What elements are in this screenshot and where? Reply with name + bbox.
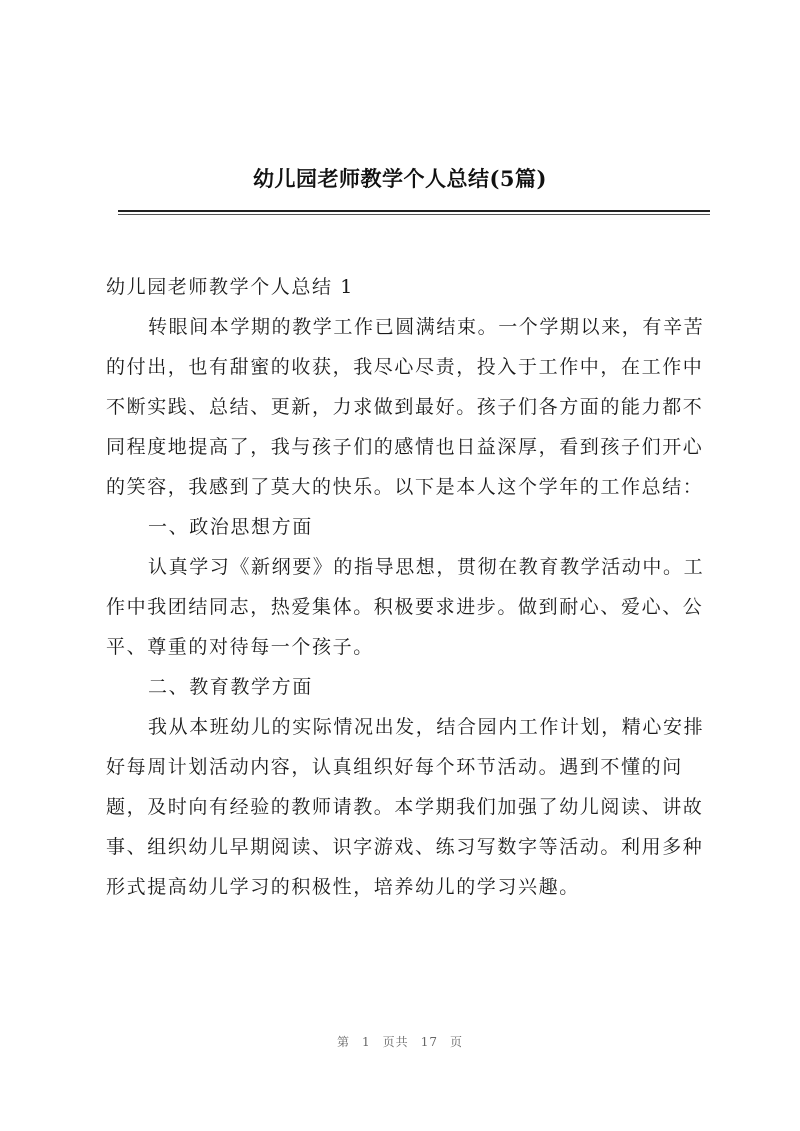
footer-suffix: 页 <box>449 1035 463 1049</box>
heading-teaching: 二、教育教学方面 <box>148 676 313 698</box>
footer-total-pages: 17 <box>420 1035 438 1049</box>
paragraph-intro: 转眼间本学期的教学工作已圆满结束。一个学期以来，有辛苦的付出，也有甜蜜的收获，我尽心尽责，投入于工作中，在工作中不断实践、总结、更新，力求做到最好。孩子们各方面的能力都不同程度地提高了，我与孩子们的感情也日益深厚，看到孩子们开心的笑容，我感到了莫大的快乐。以下是本人这个学年的工作总结： <box>106 316 705 498</box>
heading-political-thought: 一、政治思想方面 <box>148 516 313 538</box>
document-body <box>106 267 712 907</box>
title-divider-thin <box>118 214 710 215</box>
page-footer <box>0 1033 800 1050</box>
paragraph-teaching: 我从本班幼儿的实际情况出发，结合园内工作计划，精心安排好每周计划活动内容，认真组织好每个环节活动。遇到不懂的问题，及时向有经验的教师请教。本学期我们加强了幼儿阅读、讲故事、组织幼儿早期阅读、识字游戏、练习写数字等活动。利用多种形式提高幼儿学习的积极性，培养幼儿的学习兴趣。 <box>106 716 705 898</box>
title-divider <box>118 210 710 212</box>
footer-prefix: 第 <box>337 1035 351 1049</box>
document-title: 幼儿园老师教学个人总结(5篇) <box>253 166 547 191</box>
footer-middle: 页共 <box>382 1035 409 1049</box>
section-subtitle: 幼儿园老师教学个人总结 1 <box>106 276 354 298</box>
footer-current-page: 1 <box>362 1035 371 1049</box>
paragraph-political-thought: 认真学习《新纲要》的指导思想，贯彻在教育教学活动中。工作中我团结同志，热爱集体。积极要求进步。做到耐心、爱心、公平、尊重的对待每一个孩子。 <box>106 556 705 658</box>
